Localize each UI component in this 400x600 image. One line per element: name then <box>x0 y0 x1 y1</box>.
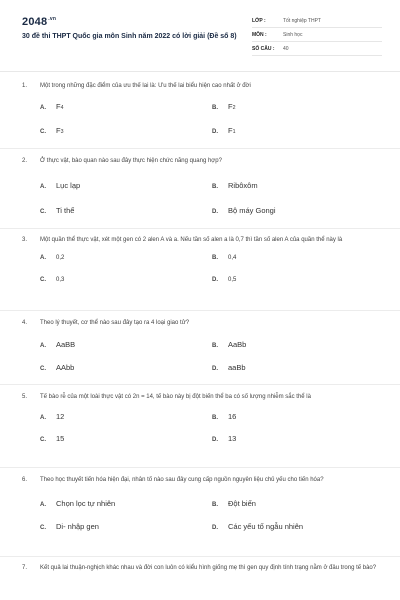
option-text: 13 <box>228 434 237 443</box>
option-text: Bộ máy Gongi <box>228 206 276 215</box>
option-text: 0,3 <box>56 277 65 283</box>
option-b[interactable] <box>212 412 236 421</box>
meta-value: 40 <box>283 45 289 52</box>
question-number: 2. <box>22 158 28 164</box>
option-letter: B. <box>212 255 218 261</box>
option-text: F <box>56 102 61 111</box>
question-text: Một quần thể thực vật, xét một gen có 2 alen A và a. Nếu tần số alen a là 0,7 thì tần số alen A của quần thể này là <box>40 237 343 243</box>
logo-suffix: .vn <box>48 16 57 23</box>
option-d[interactable] <box>212 126 236 135</box>
option-c[interactable] <box>40 277 64 283</box>
option-text: 16 <box>228 412 237 421</box>
option-a[interactable] <box>40 499 115 508</box>
question-number: 4. <box>22 320 28 326</box>
option-text: Ribôxôm <box>228 181 258 190</box>
meta-row-grade <box>252 14 382 28</box>
option-text: 0,4 <box>228 255 237 261</box>
question-2 <box>22 156 382 228</box>
option-letter: A. <box>40 255 46 261</box>
option-letter: A. <box>40 105 46 111</box>
option-a[interactable] <box>40 340 75 349</box>
option-subscript: 4 <box>60 105 64 111</box>
question-divider <box>0 467 400 468</box>
option-c[interactable] <box>40 206 74 215</box>
option-letter: C. <box>40 129 46 135</box>
question-text: Tế bào rễ của một loài thực vật có 2n = 14, tế bào này bị đột biến thể ba có số lượng nhiễm sắc thể là <box>40 394 311 400</box>
option-text: 12 <box>56 412 65 421</box>
option-letter: B. <box>212 105 218 111</box>
option-letter: C. <box>40 209 46 215</box>
option-d[interactable] <box>212 363 246 372</box>
logo-main: 2048 <box>22 16 48 28</box>
option-letter: B. <box>212 184 218 190</box>
option-b[interactable] <box>212 181 258 190</box>
option-text: Chọn lọc tự nhiên <box>56 499 116 508</box>
question-text: Kết quả lai thuận-nghịch khác nhau và đời con luôn có kiểu hình giống mẹ thì gen quy định tính trạng nằm ở đâu trong tế bào? <box>40 565 377 571</box>
site-logo[interactable] <box>22 16 56 28</box>
option-letter: B. <box>212 415 218 421</box>
option-letter: D. <box>212 209 218 215</box>
option-c[interactable] <box>40 522 99 531</box>
option-letter: C. <box>40 437 46 443</box>
option-c[interactable] <box>40 126 64 135</box>
option-text: aaBb <box>228 363 246 372</box>
option-a[interactable] <box>40 102 64 111</box>
option-letter: C. <box>40 525 46 531</box>
option-text: Đột biến <box>228 499 256 508</box>
option-a[interactable] <box>40 412 64 421</box>
question-divider <box>0 384 400 385</box>
question-divider <box>0 148 400 149</box>
option-text: 15 <box>56 434 65 443</box>
document-meta <box>252 14 382 56</box>
option-text: F <box>56 126 61 135</box>
question-divider <box>0 228 400 229</box>
option-subscript: 2 <box>232 105 236 111</box>
option-b[interactable] <box>212 102 236 111</box>
question-5 <box>22 392 382 456</box>
option-b[interactable] <box>212 255 236 261</box>
option-text: Các yếu tố ngẫu nhiên <box>228 522 304 531</box>
meta-row-subject <box>252 28 382 42</box>
question-divider <box>0 556 400 557</box>
question-1 <box>22 81 382 148</box>
option-letter: A. <box>40 502 46 508</box>
option-text: 0,5 <box>228 277 237 283</box>
question-4 <box>22 318 382 385</box>
option-text: F <box>228 102 233 111</box>
option-c[interactable] <box>40 363 74 372</box>
question-7 <box>22 563 382 573</box>
question-number: 3. <box>22 237 28 243</box>
option-letter: C. <box>40 277 46 283</box>
option-letter: A. <box>40 415 46 421</box>
question-3 <box>22 235 382 299</box>
option-subscript: 3 <box>60 129 64 135</box>
header-divider <box>0 71 400 72</box>
option-d[interactable] <box>212 206 276 215</box>
option-b[interactable] <box>212 499 256 508</box>
meta-value: Sinh học <box>283 31 303 38</box>
question-text: Theo học thuyết tiến hóa hiện đại, nhân tố nào sau đây cung cấp nguồn nguyên liệu chủ yếu cho tiến hóa? <box>40 477 324 483</box>
option-text: Lục lạp <box>56 181 81 190</box>
option-b[interactable] <box>212 340 246 349</box>
question-text: Ở thực vật, bào quan nào sau đây thực hiện chức năng quang hợp? <box>40 158 222 164</box>
option-letter: D. <box>212 437 218 443</box>
meta-row-count <box>252 42 382 56</box>
option-d[interactable] <box>212 434 236 443</box>
option-letter: D. <box>212 525 218 531</box>
meta-label: SỐ CÂU : <box>252 45 275 52</box>
option-c[interactable] <box>40 434 64 443</box>
question-number: 1. <box>22 83 28 89</box>
question-6 <box>22 475 382 544</box>
option-text: AaBb <box>228 340 247 349</box>
option-a[interactable] <box>40 255 64 261</box>
question-number: 6. <box>22 477 28 483</box>
option-text: Di- nhập gen <box>56 522 99 531</box>
document-title: 30 đề thi THPT Quốc gia môn Sinh năm 2022 có lời giải (Đề số 8) <box>22 33 237 40</box>
question-divider <box>0 310 400 311</box>
option-letter: D. <box>212 366 218 372</box>
option-d[interactable] <box>212 277 236 283</box>
question-text: Một trong những đặc điểm của ưu thế lai là: Ưu thế lai biểu hiện cao nhất ở đời <box>40 83 251 89</box>
option-text: F <box>228 126 233 135</box>
question-text: Theo lý thuyết, cơ thể nào sau đây tạo ra 4 loại giao tử? <box>40 320 190 326</box>
option-letter: A. <box>40 343 46 349</box>
option-text: AAbb <box>56 363 75 372</box>
option-text: 0,2 <box>56 255 65 261</box>
option-text: Ti thể <box>56 206 75 215</box>
meta-label: LỚP : <box>252 17 266 24</box>
question-number: 7. <box>22 565 28 571</box>
option-letter: D. <box>212 277 218 283</box>
option-letter: B. <box>212 343 218 349</box>
option-a[interactable] <box>40 181 80 190</box>
meta-value: Tốt nghiệp THPT <box>283 17 321 24</box>
question-number: 5. <box>22 394 28 400</box>
option-text: AaBB <box>56 340 76 349</box>
option-d[interactable] <box>212 522 303 531</box>
meta-label: MÔN : <box>252 31 267 38</box>
option-letter: A. <box>40 184 46 190</box>
option-letter: B. <box>212 502 218 508</box>
option-letter: D. <box>212 129 218 135</box>
option-letter: C. <box>40 366 46 372</box>
option-subscript: 1 <box>232 129 236 135</box>
